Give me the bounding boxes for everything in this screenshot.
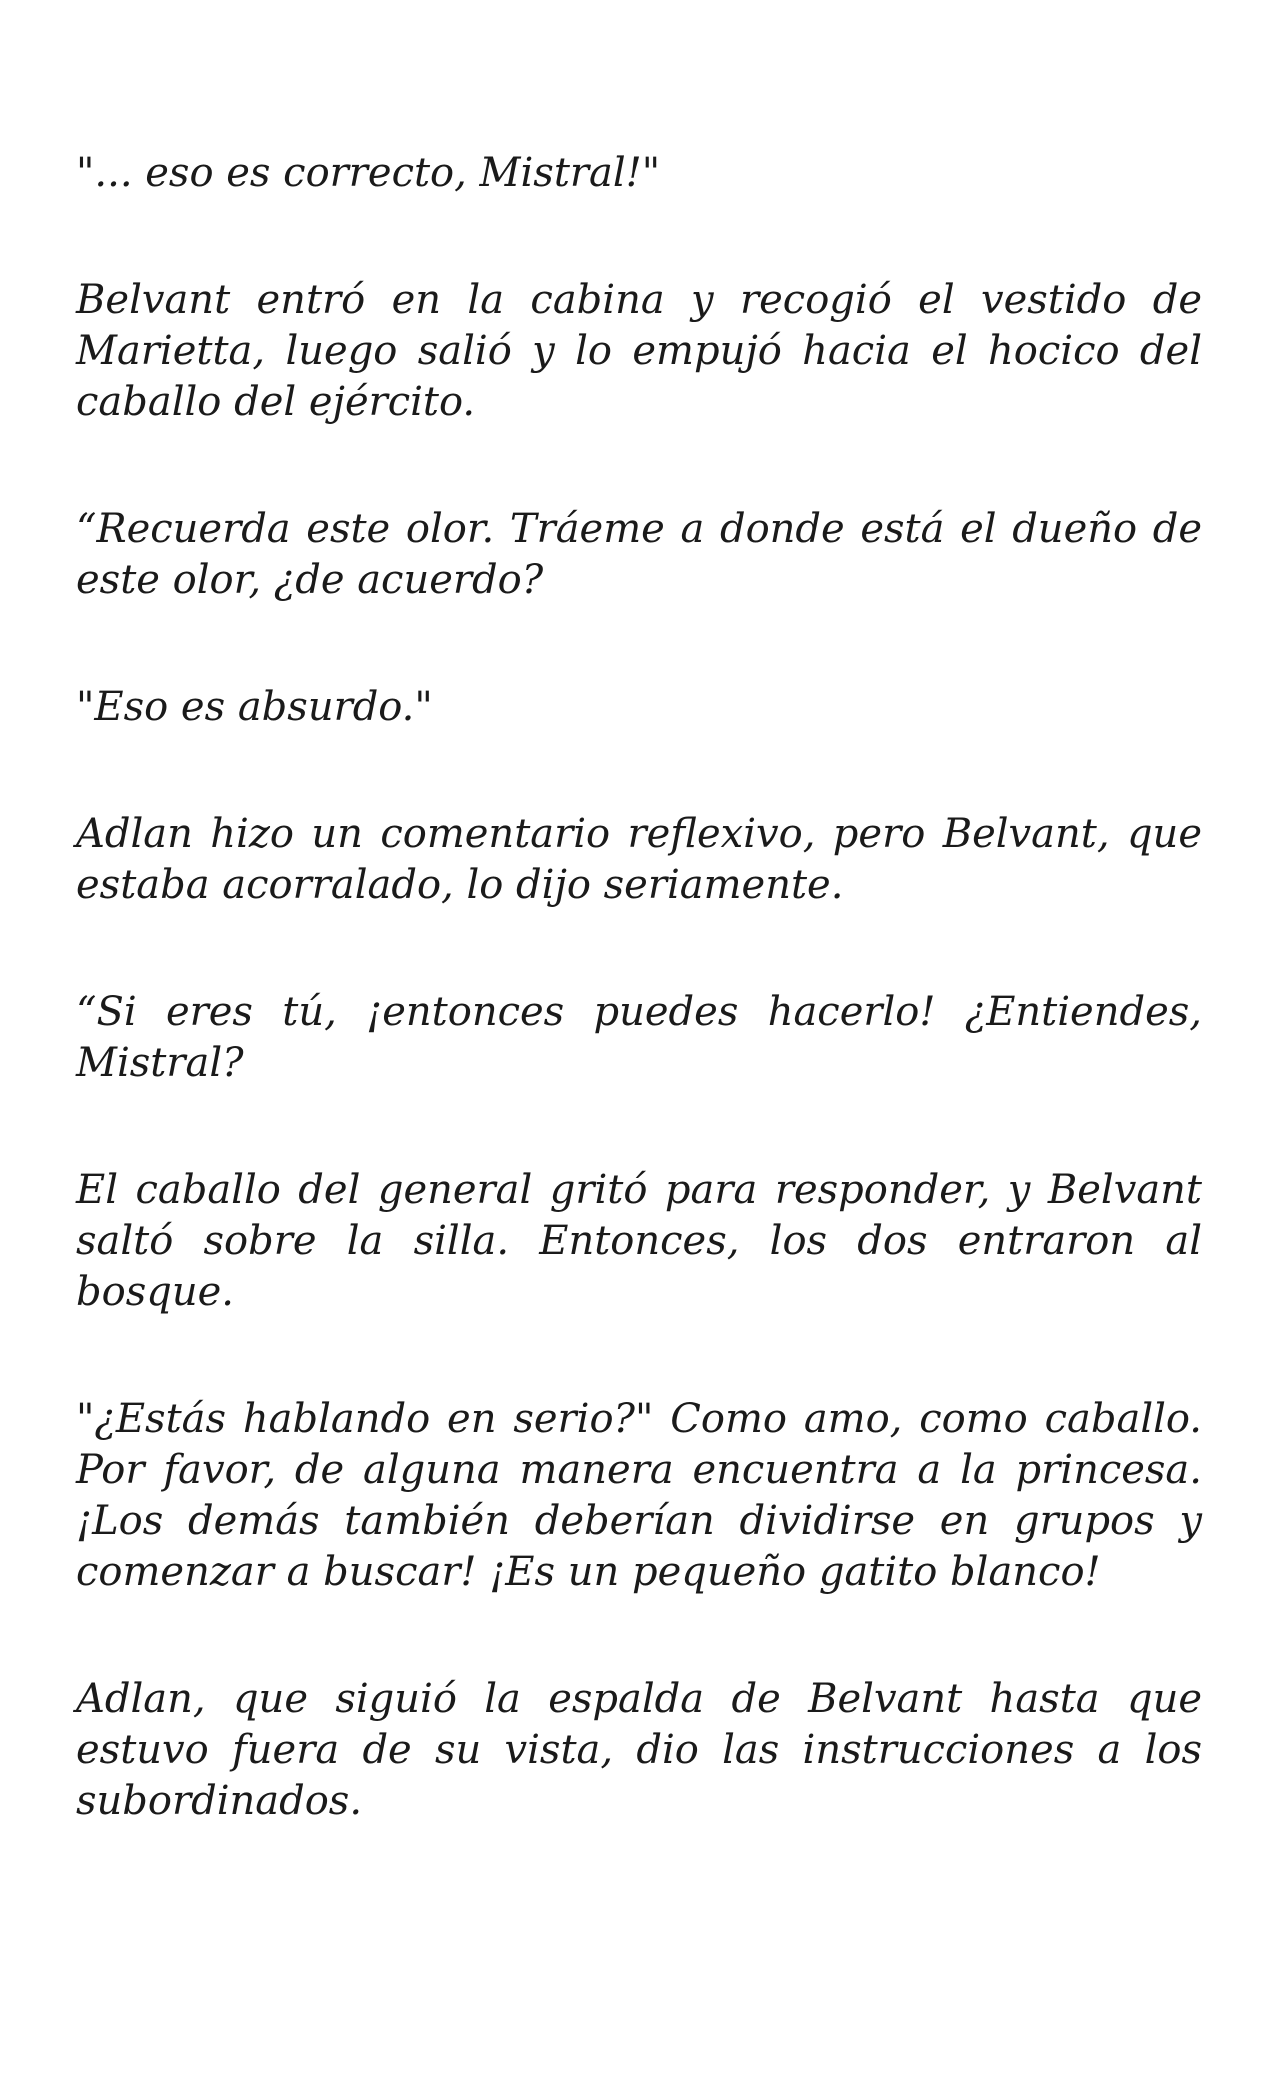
paragraph: "Eso es absurdo."	[76, 684, 433, 730]
document-page	[76, 148, 1202, 1903]
paragraph: Belvant entró en la cabina y recogió el vestido de Marietta, luego salió y lo empujó hacia el hocico del caballo del ejército.	[76, 277, 1202, 425]
paragraph: El caballo del general gritó para responder, y Belvant saltó sobre la silla. Entonces, los dos entraron al bosque.	[76, 1167, 1202, 1315]
paragraph: "¿Estás hablando en serio?" Como amo, como caballo. Por favor, de alguna manera encuentra a la princesa. ¡Los demás también deberían dividirse en grupos y comenzar a buscar! ¡Es un pequeño gatito blanco!	[76, 1396, 1202, 1595]
paragraph: Adlan hizo un comentario reflexivo, pero Belvant, que estaba acorralado, lo dijo seriamente.	[76, 811, 1202, 908]
paragraph: “Recuerda este olor. Tráeme a donde está el dueño de este olor, ¿de acuerdo?	[76, 506, 1202, 603]
paragraph: Adlan, que siguió la espalda de Belvant hasta que estuvo fuera de su vista, dio las instrucciones a los subordinados.	[76, 1676, 1202, 1824]
paragraph: “Si eres tú, ¡entonces puedes hacerlo! ¿Entiendes, Mistral?	[76, 989, 1202, 1086]
paragraph: "... eso es correcto, Mistral!"	[76, 150, 661, 196]
